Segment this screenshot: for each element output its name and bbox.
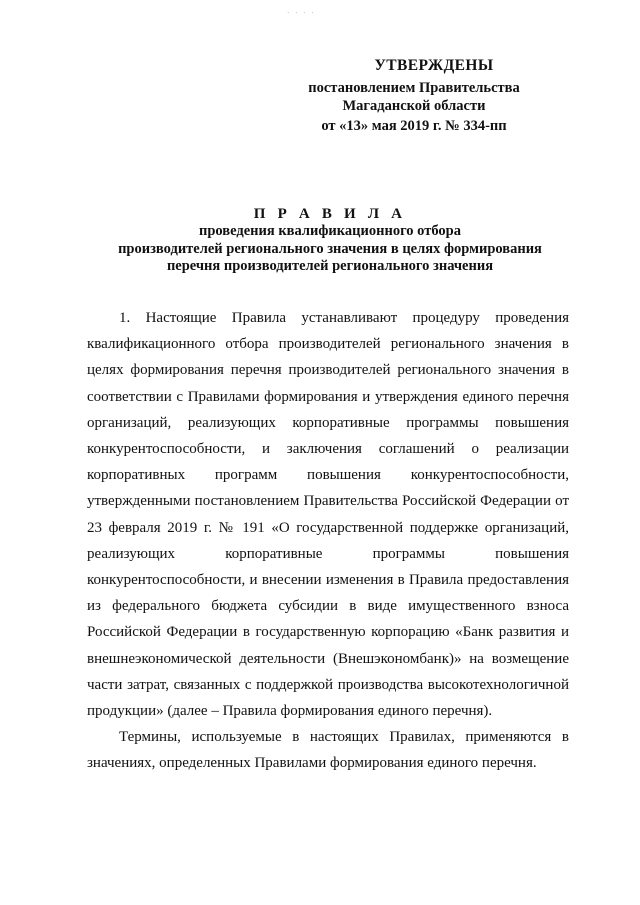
document-body — [87, 305, 569, 777]
paragraph-2: Термины, используемые в настоящих Правилах, применяются в значениях, определенных Правилами формирования единого перечня. — [87, 729, 569, 772]
title-heading: П Р А В И Л А — [253, 206, 407, 222]
approval-line-date: от «13» мая 2019 г. № 334-пп — [321, 118, 507, 134]
title-line-2: производителей регионального значения в целях формирования — [118, 240, 542, 257]
approval-block — [264, 56, 564, 135]
scan-artifact: · · · · — [287, 9, 316, 17]
title-line-1: проведения квалификационного отбора — [199, 223, 461, 239]
approval-heading: УТВЕРЖДЕНЫ — [374, 57, 494, 74]
paragraph-1: 1. Настоящие Правила устанавливают процедуру проведения квалификационного отбора производителей регионального значения в целях формирования перечня производителей регионального значения в соответствии с Правилами формирования и утверждения единого перечня организаций, реализующих корпоративные программы повышения конкурентоспособности, и заключения соглашений о реализации корпоративных программ повышения конкурентоспособности, утвержденными постановлением Правительства Российской Федерации от 23 февраля 2019 г. № 191 «О государственной поддержке организаций, реализующих корпоративные программы повышения конкурентоспособности, и внесении изменения в Правила предоставления из федерального бюджета субсидии в виде имущественного взноса Российской Федерации в государственную корпорацию «Банк развития и внешнеэкономической деятельности (Внешэкономбанк)» на возмещение части затрат, связанных с поддержкой производства высокотехнологичной продукции» (далее – Правила формирования единого перечня). — [87, 310, 569, 720]
approval-line-region: Магаданской области — [342, 98, 486, 114]
title-line-3: перечня производителей регионального значения — [166, 258, 494, 274]
approval-line-authority: постановлением Правительства — [308, 80, 520, 96]
document-title — [80, 205, 580, 276]
